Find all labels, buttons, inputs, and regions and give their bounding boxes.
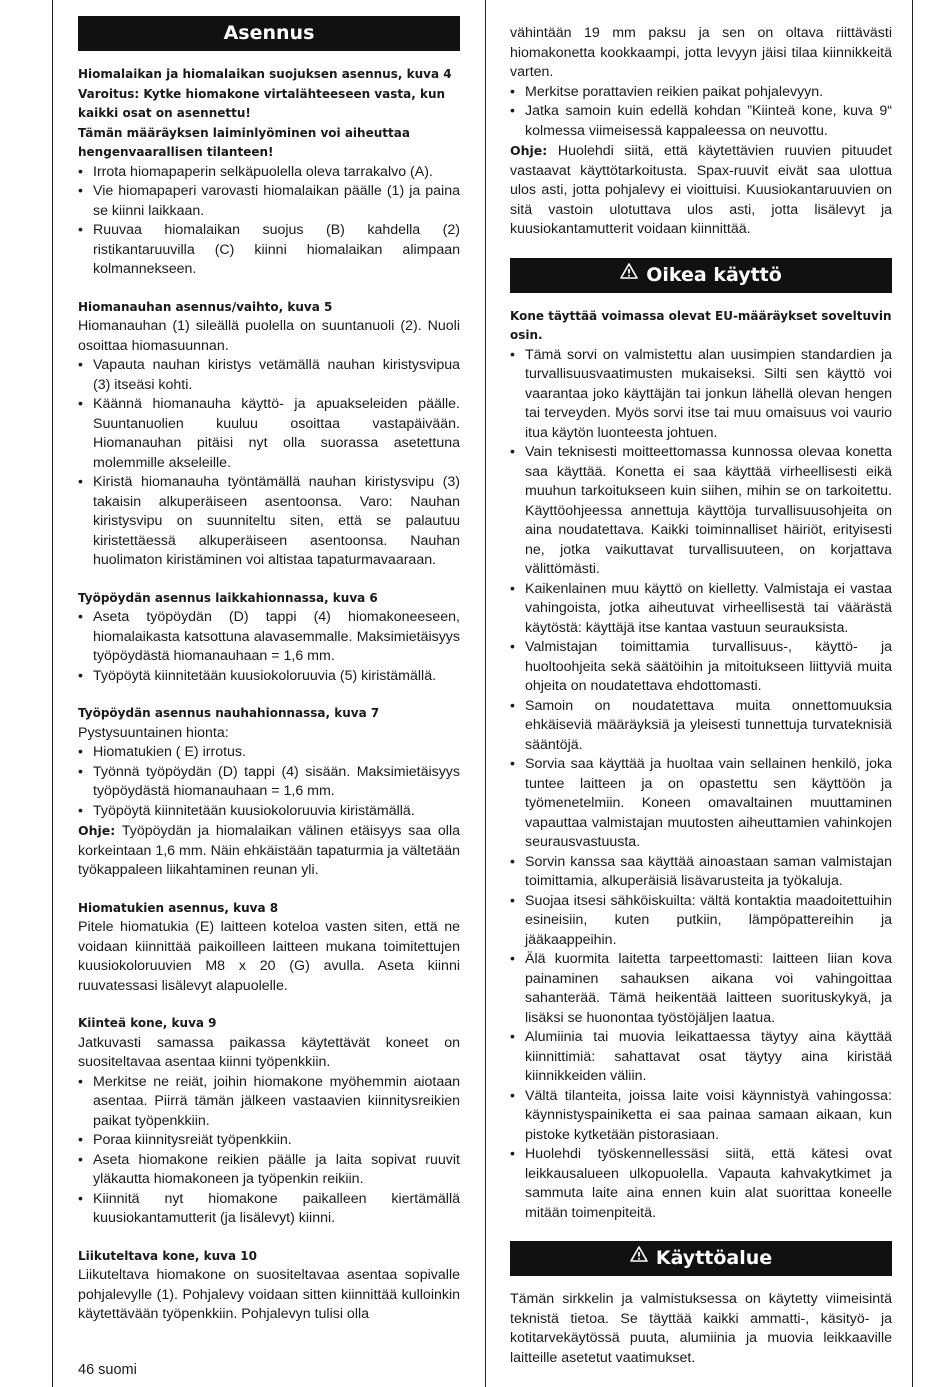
subheading: Liikuteltava kone, kuva 10 (78, 1248, 257, 1263)
list-item: • Suojaa itsesi sähköiskuilta: vältä kontaktia maadoitettuihin esineisiin, kuten putkiin, lämpöpattereihin ja jääkaappeihin. (510, 892, 892, 951)
subheading: Työpöydän asennus nauhahionnassa, kuva 7 (78, 706, 380, 720)
paragraph: Liikuteltava hiomakone on suositeltavaa asentaa sopivalle pohjalevylle (1). Pohjalevy voidaan sitten kiinnittää kulloinkin käytettävään työpenkkiin. Pohjalevyn tulisi olla (78, 1267, 460, 1322)
list-item: • Työnnä työpöydän (D) tappi (4) sisään. Maksimietäisyys työpöydästä hiomanauhaan = 1,6 mm. (78, 763, 460, 802)
warning-heading: Varoitus: Kytke hiomakone virtalähteeseen vasta, kun kaikki osat on asennettu! (78, 86, 446, 120)
warning-triangle-icon (620, 256, 638, 291)
section-table-belt (78, 704, 460, 881)
bullet-list (78, 608, 460, 686)
list-item: • Aseta hiomakone reikien päälle ja laita sopivat ruuvit yläkautta hiomakoneen ja työpenkin reikiin. (78, 1151, 460, 1190)
warning-heading: Tämän määräyksen laiminlyöminen voi aiheuttaa hengenvaarallisen tilanteen! (78, 125, 410, 159)
bullet-list (510, 346, 892, 1224)
bullet-list (78, 356, 460, 571)
subheading: Kone täyttää voimassa olevat EU-määräykset soveltuvin osin. (510, 308, 892, 342)
section-supports (78, 899, 460, 997)
paragraph: Hiomanauhan (1) sileällä puolella on suuntanuoli (2). Nuoli osoittaa hiomasuunnan. (78, 318, 460, 354)
list-item: • Vie hiomapaperi varovasti hiomalaikan päälle (1) ja paina se kiinni laikkaan. (78, 182, 460, 221)
list-item: • Sorvin kanssa saa käyttää ainoastaan saman valmistajan toimittamia, alkuperäisiä lisävarusteita ja työkaluja. (510, 853, 892, 892)
paragraph: Jatkuvasti samassa paikassa käytettävät koneet on suositeltavaa asentaa kiinni työpenkkiin. (78, 1034, 460, 1070)
note-paragraph (510, 141, 892, 240)
paragraph: Tämän sirkkelin ja valmistuksessa on käytetty viimeisintä teknistä tietoa. Se täyttää kaikki ammatti-, käsityö- ja kotitarvekäytössä puuta, alumiinia ja muovia leikkaaville laitteille asetetut vaatimukset. (510, 1291, 892, 1366)
note-label: Ohje: (78, 823, 116, 838)
list-item: • Hiomatukien ( E) irrotus. (78, 743, 460, 763)
list-item: • Vain teknisesti moitteettomassa kunnossa olevaa konetta saa käyttää. Konetta ei saa käyttää virheellisesti eikä muuhun tarkoitukseen kuin siihen, mihin se on tarkoitettu. Käyttöohjeessa annettuja käyttöja turvallisuusohjeita on aina noudatettava. Kaikki toiminnalliset häiriöt, erityisesti ne, jotka vaikuttavat turvallisuuteen, on korjattava välittömästi. (510, 443, 892, 580)
list-item: • Samoin on noudatettava muita onnettomuuksia ehkäiseviä määräyksiä ja yleisesti tunnettuja turvateknisiä sääntöjä. (510, 697, 892, 756)
note-paragraph (78, 821, 460, 881)
section-mobile-machine (78, 1247, 460, 1325)
paragraph: Pitele hiomatukia (E) laitteen koteloa vasten siten, että ne voidaan kiinnittää paikoilleen laitteen mukana toimitettujen kuusiokoloruuvien M8 x 20 (G) avulla. Aseta kiinni ruuvatessasi lisälevyt alapuolelle. (78, 919, 460, 994)
header-title: Käyttöalue (655, 1247, 773, 1269)
list-item: • Valmistajan toimittamia turvallisuus-, käyttö- ja huoltoohjeita sekä säätöihin ja mitoitukseen liittyviä muita ohjeita on noudatettava ehdottomasti. (510, 638, 892, 697)
list-item: • Kiristä hiomanauha työntämällä nauhan kiristysvipu (3) takaisin alkuperäiseen asentoonsa. Varo: Nauhan kiristysvipu on suunniteltu siten, että se palautuu kiristettäessä alkuperäiseen asentoonsa. Nauhan huolimaton kiristäminen voi altistaa tapaturmavaaraan. (78, 473, 460, 571)
list-item: • Poraa kiinnitysreiät työpenkkiin. (78, 1131, 460, 1151)
note-label: Ohje: (510, 143, 548, 158)
paragraph: Pystysuuntainen hionta: (78, 724, 229, 741)
section-mounting-disc (78, 65, 460, 280)
list-item: • Sorvia saa käyttää ja huoltaa vain sellainen henkilö, joka tuntee laitteen ja on opastettu sen käyttöön ja työmenetelmiin. Koneen omavaltainen muuttaminen vapauttaa valmistajan muutosten aiheuttamien vahinkojen seurausvastuusta. (510, 755, 892, 853)
list-item: • Työpöytä kiinnitetään kuusiokoloruuvia kiristämällä. (78, 802, 460, 822)
page-footer: 46 suomi (78, 1362, 137, 1378)
list-item: • Työpöytä kiinnitetään kuusiokoloruuvia (5) kiristämällä. (78, 667, 460, 687)
subheading: Hiomatukien asennus, kuva 8 (78, 900, 279, 915)
bullet-list (78, 163, 460, 280)
section-continuation (510, 24, 892, 240)
bullet-list (78, 743, 460, 821)
warning-triangle-icon (630, 1239, 648, 1274)
paragraph: vähintään 19 mm paksu ja sen on oltava riittävästi hiomakonetta kookkaampi, jotta levyyn jäisi tilaa kiinnikkeitä varten. (510, 25, 892, 80)
column-rule-middle (485, 0, 486, 1387)
list-item: • Kaikenlainen muu käyttö on kielletty. Valmistaja ei vastaa vahingoista, jotka aiheutuvat virheellisestä tai väärästä käytöstä: käyttäjä itse kantaa vastuun seurauksista. (510, 580, 892, 639)
left-column (78, 16, 460, 1343)
section-belt-change (78, 298, 460, 571)
header-title: Asennus (223, 22, 315, 44)
header-title: Oikea käyttö (646, 263, 782, 286)
list-item: • Vapauta nauhan kiristys vetämällä nauhan kiristysvipua (3) itseäsi kohti. (78, 356, 460, 395)
note-text: Työpöydän ja hiomalaikan välinen etäisyys saa olla korkeintaan 1,6 mm. Näin ehkäistään tapaturmia ja vältetään työkappaleen liikahtaminen reunan yli. (78, 823, 460, 878)
list-item: • Käännä hiomanauha käyttö- ja apuakseleiden päälle. Suuntanuolien kuuluu osoittaa vastapäivään. Hiomanauhan pitäisi nyt olla suorassa asetettuna molemmille akseleille. (78, 395, 460, 473)
list-item: • Merkitse ne reiät, joihin hiomakone myöhemmin aiotaan asentaa. Piirrä tämän jälkeen vastaavien kiinnitysreikien paikat työpenkkiin. (78, 1073, 460, 1132)
list-item: • Jatka samoin kuin edellä kohdan ”Kiinteä kone, kuva 9“ kolmessa viimeisessä kappaleessa on neuvottu. (510, 102, 892, 141)
section-header-asennus (78, 16, 460, 51)
list-item: • Irrota hiomapaperin selkäpuolella oleva tarrakalvo (A). (78, 163, 460, 183)
list-item: • Alumiinia tai muovia leikattaessa täytyy aina käyttää kiinnittimiä: sahattavat osat täytyy aina kiristää kiinnikkeiden väliin. (510, 1028, 892, 1087)
list-item: • Kiinnitä nyt hiomakone paikalleen kiertämällä kuusiokantamutterit (ja lisälevyt) kiinni. (78, 1190, 460, 1229)
bullet-list (78, 1073, 460, 1229)
section-proper-use (510, 307, 892, 1224)
section-fixed-machine (78, 1014, 460, 1229)
section-header-kayttoalue (510, 1241, 892, 1276)
section-scope (510, 1290, 892, 1368)
list-item: • Ruuvaa hiomalaikan suojus (B) kahdella (2) ristikantaruuvilla (C) kiinni hiomalaikan alimpaan kolmannekseen. (78, 221, 460, 280)
section-header-oikea-kaytto (510, 258, 892, 293)
list-item: • Vältä tilanteita, joissa laite voisi käynnistyä vahingossa: käynnistyspainiketta ei saa painaa samaan aikaan, kun pistoke kytketään pistorasiaan. (510, 1087, 892, 1146)
note-text: Huolehdi siitä, että käytettävien ruuvien pituudet vastaavat käyttötarkoitusta. Spax-ruuvit eivät saa ulottua ulos asti, jotta pohjalevy ei vioittuisi. Kuusiokantaruuvien on sitä vastoin ulotuttava ulos asti, jotta lisälevyt ja kuusiokantamutterit voidaan kiinnittää. (510, 143, 892, 237)
right-column (510, 24, 892, 1386)
bullet-list (510, 83, 892, 142)
list-item: • Merkitse porattavien reikien paikat pohjalevyyn. (510, 83, 892, 103)
section-table-disc (78, 589, 460, 687)
list-item: • Aseta työpöydän (D) tappi (4) hiomakoneeseen, hiomalaikasta katsottuna alavasemmalle. Maksimietäisyys työpöydästä hiomanauhaan = 1,6 mm. (78, 608, 460, 667)
column-rule-left (52, 0, 53, 1387)
list-item: • Älä kuormita laitetta tarpeettomasti: laitteen liian kova painaminen sahauksen aikana voi vahingoittaa sahanterää. Tämä heikentää laitteen suorituskykyä, ja lisäksi se huonontaa työstöjäljen laatua. (510, 950, 892, 1028)
list-item: • Tämä sorvi on valmistettu alan uusimpien standardien ja turvallisuusvaatimusten mukaiseksi. Silti sen käyttö voi vaarantaa joko käyttäjän tai jonkun lähellä olevan hengen tai terveyden. Myös sorvi itse tai muu omaisuus voi vaurio itua käytön luonteesta johtuen. (510, 346, 892, 444)
subheading: Hiomanauhan asennus/vaihto, kuva 5 (78, 299, 333, 314)
subheading: Kiinteä kone, kuva 9 (78, 1016, 217, 1030)
list-item: • Huolehdi työskennellessäsi siitä, että kätesi ovat leikkausalueen ulkopuolella. Vapauta kahvakytkimet ja sammuta laite aina ennen kuin alat suorittaa koneelle mitään toimenpiteitä. (510, 1145, 892, 1223)
subheading: Hiomalaikan ja hiomalaikan suojuksen asennus, kuva 4 (78, 67, 452, 81)
subheading: Työpöydän asennus laikkahionnassa, kuva 6 (78, 590, 378, 605)
column-rule-right (912, 0, 913, 1387)
